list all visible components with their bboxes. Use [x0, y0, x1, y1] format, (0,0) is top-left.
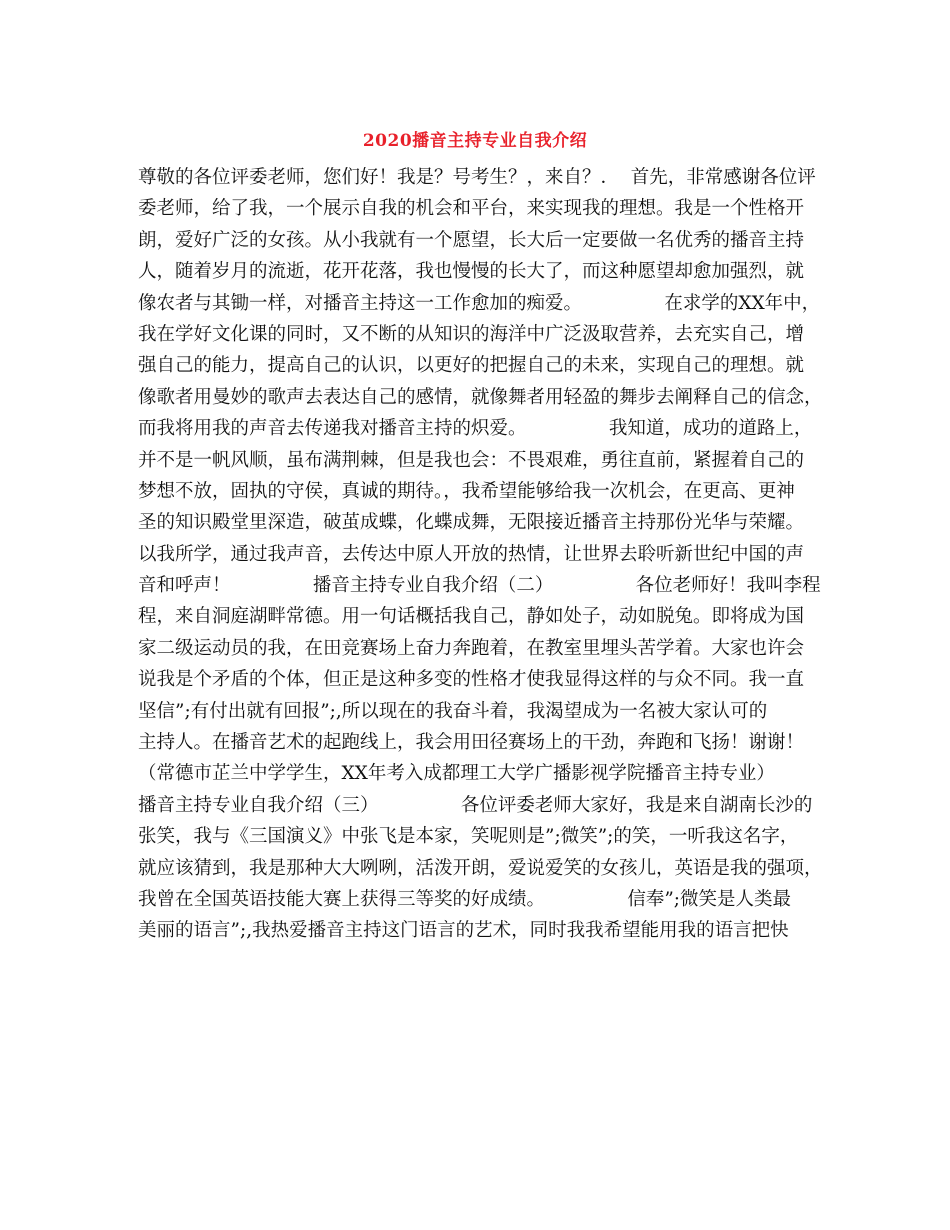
body-line: 并不是一帆风顺，虽布满荆棘，但是我也会：不畏艰难，勇往直前，紧握着自己的: [138, 449, 805, 471]
body-line: 圣的知识殿堂里深造，破茧成蝶，化蝶成舞，无限接近播音主持那份光华与荣耀。: [138, 512, 805, 534]
body-line: 程，来自洞庭湖畔常德。用一句话概括我自己，静如处子，动如脱兔。即将成为国: [138, 606, 805, 628]
body-line: 我曾在全国英语技能大赛上获得三等奖的好成绩。 信奉”;微笑是人类最: [138, 888, 792, 910]
body-line: 委老师，给了我，一个展示自我的机会和平台，来实现我的理想。我是一个性格开: [138, 198, 805, 220]
body-line: 朗，爱好广泛的女孩。从小我就有一个愿望，长大后一定要做一名优秀的播音主持: [138, 229, 805, 251]
body-line: 像农者与其锄一样，对播音主持这一工作愈加的痴爱。 在求学的XX年中，: [138, 292, 821, 314]
body-line: 人，随着岁月的流逝，花开花落，我也慢慢的长大了，而这种愿望却愈加强烈，就: [138, 261, 805, 283]
body-line: 强自己的能力，提高自己的认识，以更好的把握自己的未来，实现自己的理想。就: [138, 355, 805, 377]
body-line: 家二级运动员的我，在田竞赛场上奋力奔跑着，在教室里埋头苦学着。大家也许会: [138, 637, 805, 659]
body-line: 音和呼声！ 播音主持专业自我介绍（二） 各位老师好！我叫李程: [138, 575, 821, 597]
body-line: 我在学好文化课的同时，又不断的从知识的海洋中广泛汲取营养，去充实自己，增: [138, 323, 805, 345]
body-line: 播音主持专业自我介绍（三） 各位评委老师大家好，我是来自湖南长沙的: [138, 794, 813, 816]
body-line: 张笑，我与《三国演义》中张飞是本家，笑呢则是”;微笑”;的笑，一听我这名字，: [138, 826, 799, 848]
body-line: 说我是个矛盾的个体，但正是这种多变的性格才使我显得这样的与众不同。我一直: [138, 669, 805, 691]
body-line: 就应该猜到，我是那种大大咧咧，活泼开朗，爱说爱笑的女孩儿，英语是我的强项，: [138, 857, 823, 879]
body-line: 主持人。在播音艺术的起跑线上，我会用田径赛场上的干劲，奔跑和飞扬！谢谢！: [138, 732, 805, 754]
body-line: 而我将用我的声音去传递我对播音主持的炽爱。 我知道，成功的道路上，: [138, 418, 813, 440]
body-line: 像歌者用曼妙的歌声去表达自己的感情，就像舞者用轻盈的舞步去阐释自己的信念，: [138, 386, 823, 408]
body-line: 梦想不放，固执的守侯，真诚的期待。，我希望能够给我一次机会，在更高、更神: [138, 480, 795, 502]
body-line: 坚信”;有付出就有回报”;,所以现在的我奋斗着，我渴望成为一名被大家认可的: [138, 700, 768, 722]
document-title: 2020播音主持专业自我介绍: [362, 131, 588, 151]
body-line: 以我所学，通过我声音，去传达中原人开放的热情，让世界去聆听新世纪中国的声: [138, 543, 805, 565]
body-line: （常德市芷兰中学学生，XX年考入成都理工大学广播影视学院播音主持专业）: [138, 763, 775, 785]
document-body: [138, 162, 828, 947]
body-line: 美丽的语言”;,我热爱播音主持这门语言的艺术，同时我我希望能用我的语言把快: [138, 920, 789, 942]
body-line: 尊敬的各位评委老师，您们好！我是？号考生？，来自？． 首先，非常感谢各位评: [138, 167, 816, 188]
